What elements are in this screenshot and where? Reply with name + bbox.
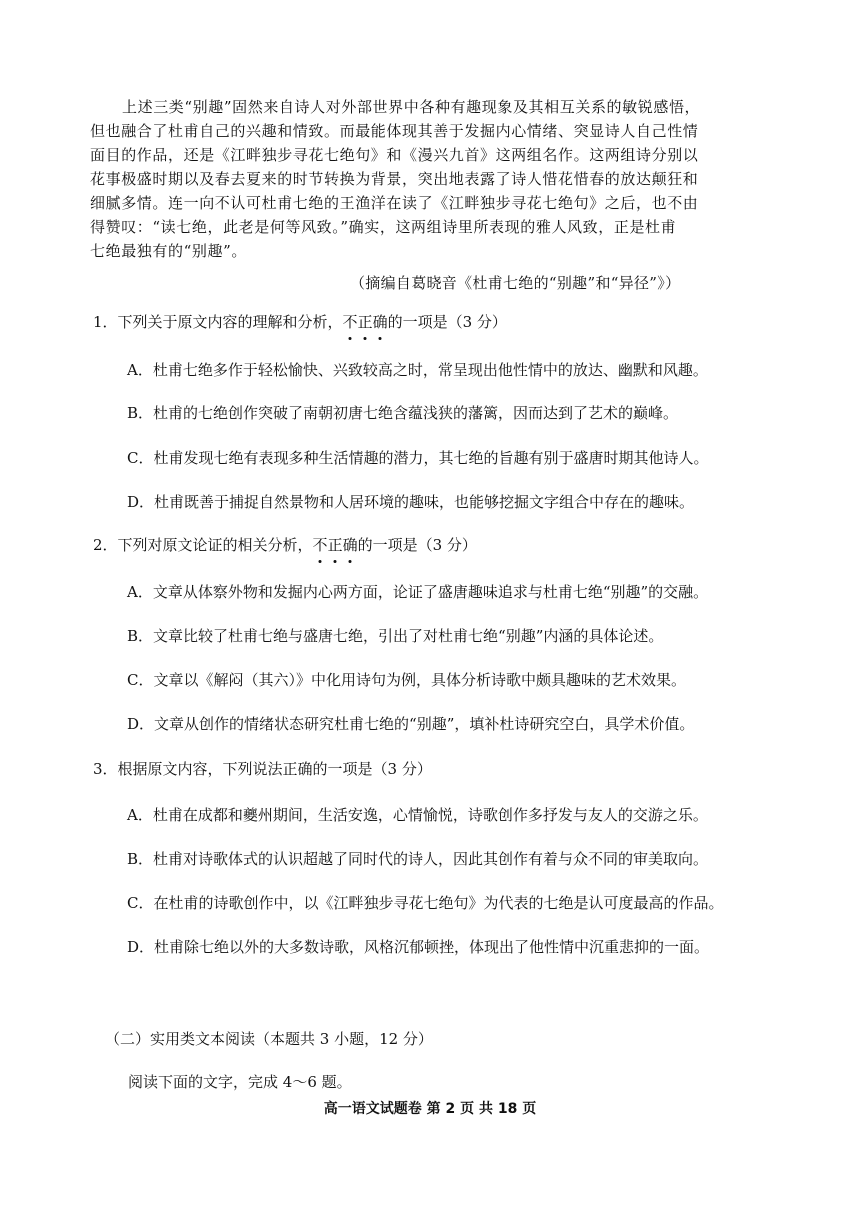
question-2-stem xyxy=(93,533,477,557)
section-heading: （二）实用类文本阅读（本题共 3 小题，12 分） xyxy=(105,1030,433,1048)
question-stem-text: 的一项是（3 分） xyxy=(387,313,507,331)
question-3-option-d: D．杜甫除七绝以外的大多数诗歌，风格沉郁顿挫，体现出了他性情中沉重悲抑的一面。 xyxy=(127,938,710,956)
question-stem-text: 1．下列关于原文内容的理解和分析， xyxy=(93,313,343,331)
passage-source: （摘编自葛晓音《杜甫七绝的“别趣”和“异径”》） xyxy=(350,274,681,292)
emphasis-char: 不 xyxy=(313,533,328,557)
emphasis-char: 正 xyxy=(358,310,373,334)
question-3-stem: 3．根据原文内容，下列说法正确的一项是（3 分） xyxy=(93,760,432,778)
question-1-option-a: A．杜甫七绝多作于轻松愉快、兴致较高之时，常呈现出他性情中的放达、幽默和风趣。 xyxy=(127,361,708,379)
passage-line: 面目的作品，还是《江畔独步寻花七绝句》和《漫兴九首》这两组名作。这两组诗分别以 xyxy=(90,146,699,164)
question-2-option-b: B．文章比较了杜甫七绝与盛唐七绝，引出了对杜甫七绝“别趣”内涵的具体论述。 xyxy=(127,627,664,645)
question-3-option-b: B．杜甫对诗歌体式的认识超越了同时代的诗人，因此其创作有着与众不同的审美取向。 xyxy=(127,850,709,868)
passage-line: 细腻多情。连一向不认可杜甫七绝的王渔洋在读了《江畔独步寻花七绝句》之后，也不由 xyxy=(90,194,699,212)
passage-line: 但也融合了杜甫自己的兴趣和情致。而最能体现其善于发掘内心情绪、突显诗人自己性情 xyxy=(90,122,699,140)
question-3-option-a: A．杜甫在成都和夔州期间，生活安逸，心情愉悦，诗歌创作多抒发与友人的交游之乐。 xyxy=(127,806,708,824)
question-1-option-d: D．杜甫既善于捕捉自然景物和人居环境的趣味，也能够挖掘文字组合中存在的趣味。 xyxy=(127,493,695,511)
passage-line: 七绝最独有的“别趣”。 xyxy=(90,242,247,260)
question-2-option-c: C．文章以《解闷（其六）》中化用诗句为例，具体分析诗歌中颇具趣味的艺术效果。 xyxy=(127,671,686,689)
emphasis-char: 正 xyxy=(328,533,343,557)
passage-line: 上述三类“别趣”固然来自诗人对外部世界中各种有趣现象及其相互关系的敏锐感悟， xyxy=(122,98,701,116)
question-stem-text: 2．下列对原文论证的相关分析， xyxy=(93,536,313,554)
question-2-option-a: A．文章从体察外物和发掘内心两方面，论证了盛唐趣味追求与杜甫七绝“别趣”的交融。 xyxy=(127,583,709,601)
passage-line: 得赞叹：“读七绝，此老是何等风致。”确实，这两组诗里所表现的雅人风致，正是杜甫 xyxy=(90,218,677,236)
emphasis-char: 确 xyxy=(343,533,358,557)
emphasis-char: 确 xyxy=(373,310,388,334)
passage-paragraph xyxy=(90,95,780,263)
question-1-stem xyxy=(93,310,507,334)
page-footer: 高一语文试题卷 第 2 页 共 18 页 xyxy=(323,1101,537,1117)
question-2-option-d: D．文章从创作的情绪状态研究杜甫七绝的“别趣”，填补杜诗研究空白，具学术价值。 xyxy=(127,715,695,733)
section-instruction: 阅读下面的文字，完成 4～6 题。 xyxy=(128,1073,352,1091)
emphasis-char: 不 xyxy=(343,310,358,334)
passage-line: 花事极盛时期以及春去夏来的时节转换为背景，突出地表露了诗人惜花惜春的放达颠狂和 xyxy=(90,170,699,188)
question-1-option-c: C．杜甫发现七绝有表现多种生活情趣的潜力，其七绝的旨趣有别于盛唐时期其他诗人。 xyxy=(127,449,709,467)
question-1-option-b: B．杜甫的七绝创作突破了南朝初唐七绝含蕴浅狭的藩篱，因而达到了艺术的巅峰。 xyxy=(127,404,679,422)
question-stem-text: 的一项是（3 分） xyxy=(357,536,477,554)
question-3-option-c: C．在杜甫的诗歌创作中，以《江畔独步寻花七绝句》为代表的七绝是认可度最高的作品。 xyxy=(127,894,724,912)
